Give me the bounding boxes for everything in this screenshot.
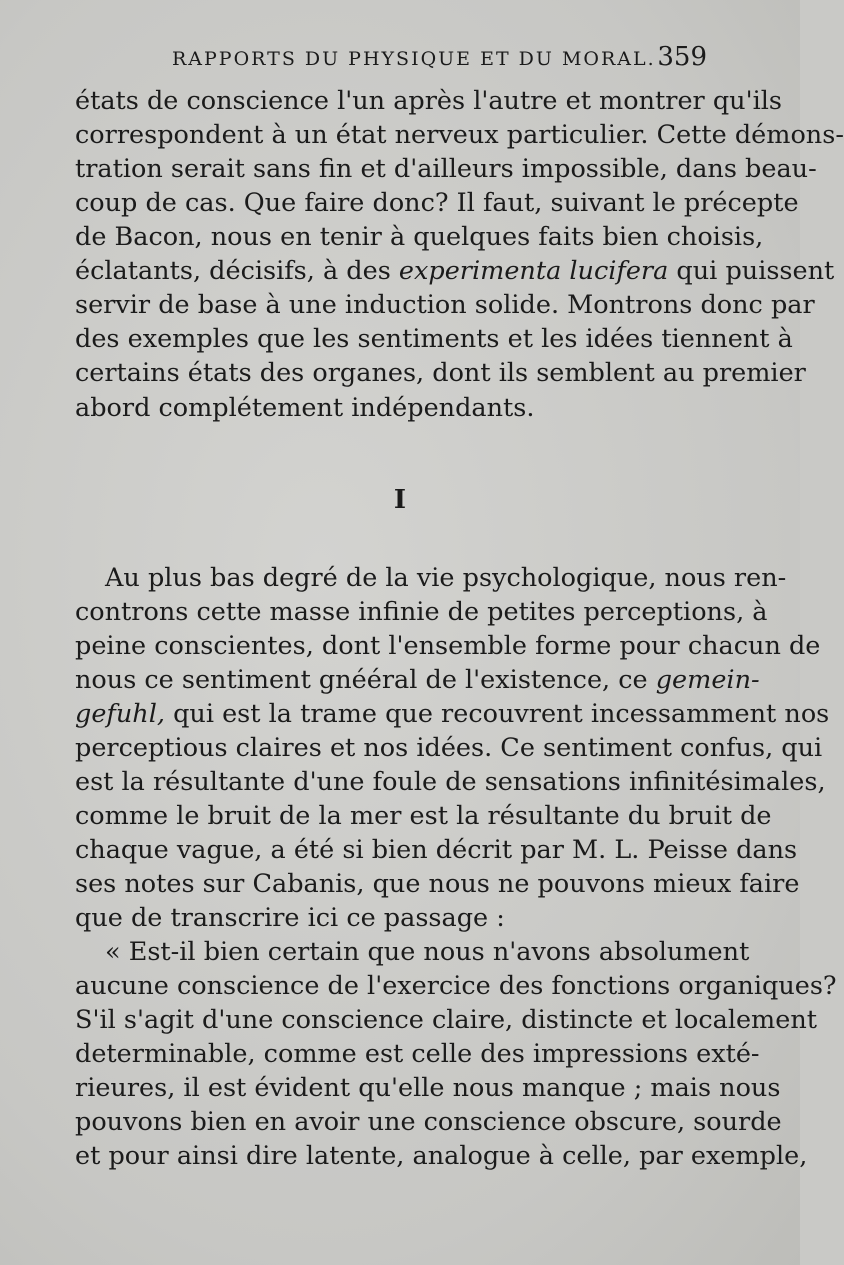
text-line: ses notes sur Cabanis, que nous ne pouvons mieux faire	[75, 869, 800, 899]
text-line: coup de cas. Que faire donc? Il faut, suivant le précepte	[75, 188, 799, 218]
quote-line: aucune conscience de l'exercice des fonctions organiques?	[75, 971, 837, 1001]
running-title: RAPPORTS DU PHYSIQUE ET DU MORAL.	[172, 48, 656, 70]
text-line: peine conscientes, dont l'ensemble forme pour chacun de	[75, 631, 821, 661]
text-line: abord complétement indépendants.	[75, 393, 535, 423]
page-header	[0, 42, 800, 78]
text-line	[75, 697, 830, 731]
text-line: des exemples que les sentiments et les idées tiennent à	[75, 324, 793, 354]
text-line: certains états des organes, dont ils semblent au premier	[75, 358, 806, 388]
text-line: tration serait sans fin et d'ailleurs impossible, dans beau-	[75, 154, 817, 184]
text-line: est la résultante d'une foule de sensations infinitésimales,	[75, 767, 826, 797]
text-line	[75, 663, 760, 697]
text-line: controns cette masse infinie de petites perceptions, à	[75, 597, 768, 627]
text-line: correspondent à un état nerveux particulier. Cette démons-	[75, 120, 844, 150]
text-line	[75, 254, 835, 288]
section-heading: I	[393, 485, 407, 515]
quote-line: rieures, il est évident qu'elle nous manque ; mais nous	[75, 1073, 781, 1103]
text-line: de Bacon, nous en tenir à quelques faits bien choisis,	[75, 222, 764, 252]
text-line: perceptious claires et nos idées. Ce sentiment confus, qui	[75, 733, 823, 763]
text-line: chaque vague, a été si bien décrit par M. L. Peisse dans	[75, 835, 798, 865]
quote-line: et pour ainsi dire latente, analogue à celle, par exemple,	[75, 1141, 808, 1171]
text-segment: qui puissent	[668, 256, 835, 286]
text-line: comme le bruit de la mer est la résultante du bruit de	[75, 801, 772, 831]
text-line: que de transcrire ici ce passage :	[75, 903, 505, 933]
quote-line: S'il s'agit d'une conscience claire, distincte et localement	[75, 1005, 818, 1035]
latin-phrase: experimenta lucifera	[398, 256, 669, 286]
text-segment: qui est la trame que recouvrent incessamment nos	[164, 699, 830, 729]
text-line: Au plus bas degré de la vie psychologique, nous ren-	[105, 563, 787, 593]
german-word: gefuhl,	[75, 699, 165, 729]
text-line: servir de base à une induction solide. Montrons donc par	[75, 290, 815, 320]
page-number: 359	[657, 42, 707, 72]
text-line: états de conscience l'un après l'autre et montrer qu'ils	[75, 86, 782, 116]
text-segment: nous ce sentiment gnééral de l'existence, ce	[75, 665, 656, 695]
quote-line: « Est-il bien certain que nous n'avons absolument	[105, 937, 750, 967]
text-segment: éclatants, décisifs, à des	[75, 256, 399, 286]
quote-line: determinable, comme est celle des impressions exté-	[75, 1039, 760, 1069]
quote-line: pouvons bien en avoir une conscience obscure, sourde	[75, 1107, 782, 1137]
german-word: gemein-	[655, 665, 760, 695]
